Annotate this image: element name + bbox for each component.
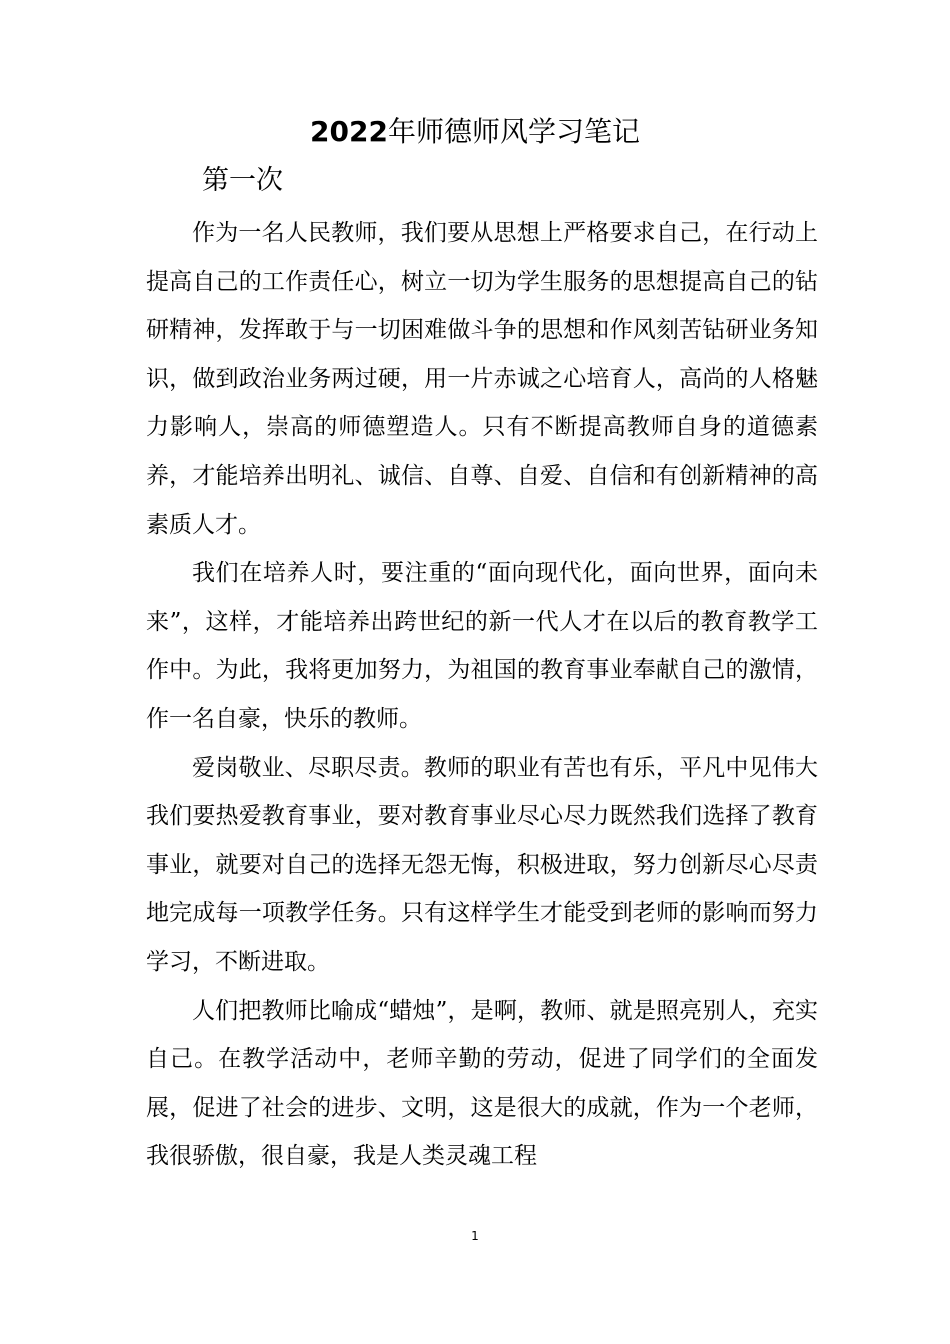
section-heading: 第一次 [202,165,283,196]
document-body [146,209,818,1181]
paragraph: 爱岗敬业、尽职尽责。教师的职业有苦也有乐，平凡中见伟大我们要热爱教育事业，要对教育事业尽心尽力既然我们选择了教育事业，就要对自己的选择无怨无悔，积极进取，努力创新尽心尽责地完成每一项教学任务。只有这样学生才能受到老师的影响而努力学习，不断进取。 [146,754,818,975]
page-number: 1 [471,1229,479,1243]
title-text: 年师德师风学习笔记 [387,115,640,148]
title-year: 2022 [310,115,388,148]
paragraph: 我们在培养人时，要注重的“面向现代化，面向世界，面向未来”，这样，才能培养出跨世纪的新一代人才在以后的教育教学工作中。为此，我将更加努力，为祖国的教育事业奉献自己的激情，作一名自豪，快乐的教师。 [146,560,818,732]
paragraph: 人们把教师比喻成“蜡烛”，是啊，教师、就是照亮别人，充实自己。在教学活动中，老师辛勤的劳动，促进了同学们的全面发展，促进了社会的进步、文明，这是很大的成就，作为一个老师，我很骄傲，很自豪，我是人类灵魂工程 [146,997,818,1170]
document-title [0,112,950,152]
paragraph: 作为一名人民教师，我们要从思想上严格要求自己，在行动上提高自己的工作责任心，树立一切为学生服务的思想提高自己的钻研精神，发挥敢于与一切困难做斗争的思想和作风刻苦钻研业务知识，做到政治业务两过硬，用一片赤诚之心培育人，高尚的人格魅力影响人，崇高的师德塑造人。只有不断提高教师自身的道德素养，才能培养出明礼、诚信、自尊、自爱、自信和有创新精神的高素质人才。 [146,220,818,538]
